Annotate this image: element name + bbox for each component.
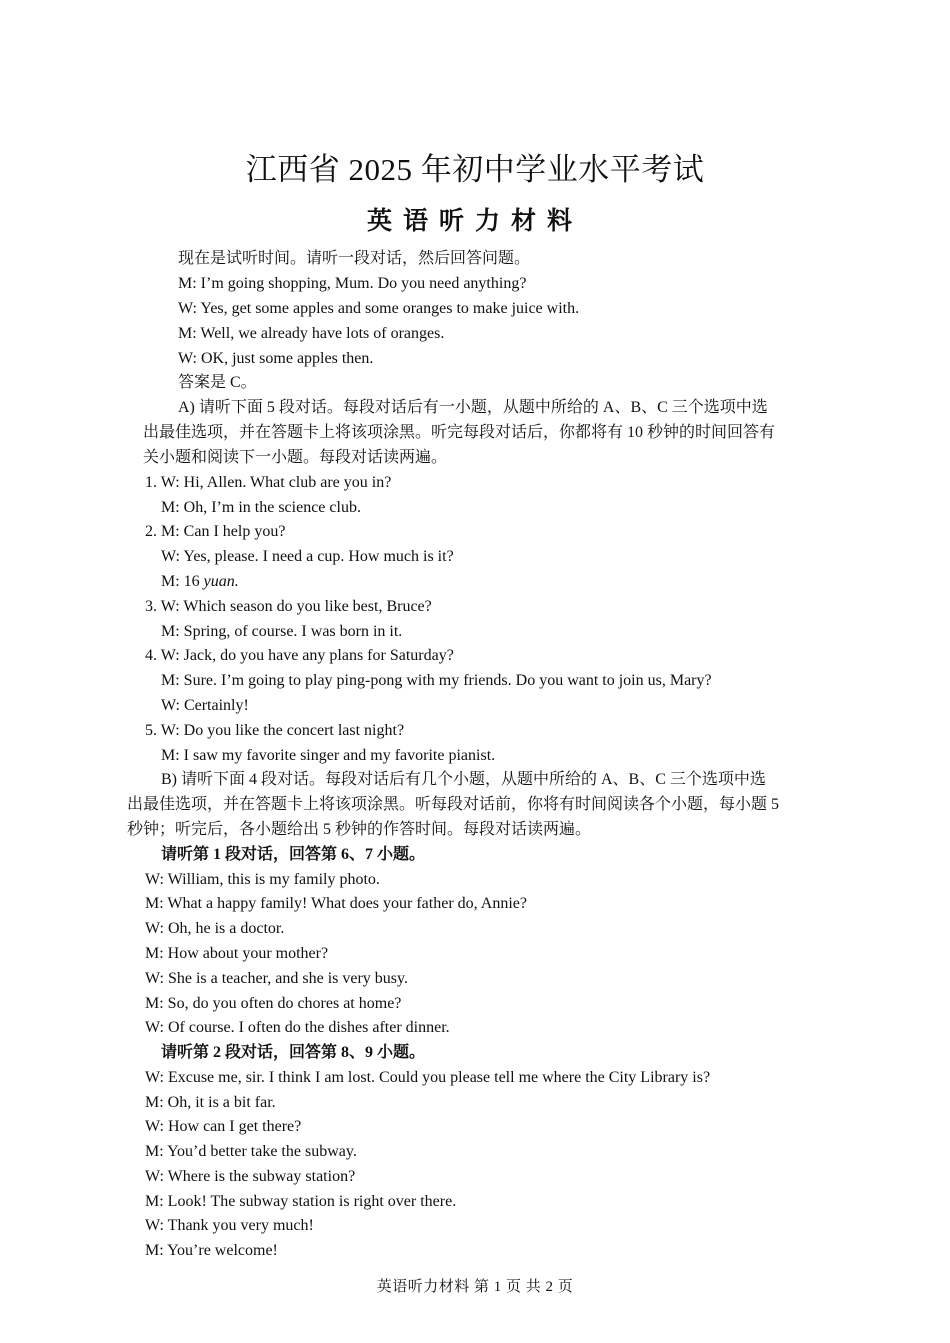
dialogue-line: W: Certainly! xyxy=(161,697,249,714)
dialogue-line: M: Oh, I’m in the science club. xyxy=(161,499,361,516)
dialogue-line: M: Spring, of course. I was born in it. xyxy=(161,623,403,640)
trial-line: W: Yes, get some apples and some oranges to make juice with. xyxy=(178,300,580,317)
dialogue-line: W: Thank you very much! xyxy=(145,1217,314,1234)
dialogue-line: M: What a happy family! What does your father do, Annie? xyxy=(145,895,527,912)
dialogue-line: W: William, this is my family photo. xyxy=(145,871,380,888)
dialogue-line: 5. W: Do you like the concert last night? xyxy=(145,722,405,739)
dialogue-line: M: Sure. I’m going to play ping-pong with my friends. Do you want to join us, Mary? xyxy=(161,672,712,689)
dialogue-line: M: So, do you often do chores at home? xyxy=(145,995,402,1012)
dialogue-line: 3. W: Which season do you like best, Bruce? xyxy=(145,598,432,615)
dialogue-line: W: Oh, he is a doctor. xyxy=(145,920,285,937)
dialogue-line: W: Where is the subway station? xyxy=(145,1168,356,1185)
trial-line: M: Well, we already have lots of oranges. xyxy=(178,325,445,342)
dialogue-line: M: Oh, it is a bit far. xyxy=(145,1094,276,1111)
section-b-instruction: 出最佳选项，并在答题卡上将该项涂黑。听每段对话前，你将有时间阅读各个小题，每小题 5 xyxy=(127,796,780,813)
dialogue-line: M: Look! The subway station is right over there. xyxy=(145,1193,457,1210)
dialogue-line: 4. W: Jack, do you have any plans for Saturday? xyxy=(145,647,454,664)
currency-unit: yuan. xyxy=(203,573,239,590)
section-a-instruction: 出最佳选项，并在答题卡上将该项涂黑。听完每段对话后，你都将有 10 秒钟的时间回答有 xyxy=(143,424,776,441)
dialogue-line: W: How can I get there? xyxy=(145,1118,302,1135)
page-footer: 英语听力材料 第 1 页 共 2 页 xyxy=(376,1279,574,1295)
section-a-instruction: A) 请听下面 5 段对话。每段对话后有一小题，从题中所给的 A、B、C 三个选项中选 xyxy=(178,399,768,416)
section-b-instruction: B) 请听下面 4 段对话。每段对话后有几个小题，从题中所给的 A、B、C 三个选项中选 xyxy=(161,771,766,788)
dialogue-line: W: Excuse me, sir. I think I am lost. Could you please tell me where the City Library is? xyxy=(145,1069,711,1086)
trial-line: M: I’m going shopping, Mum. Do you need anything? xyxy=(178,275,527,292)
price-text: M: 16 xyxy=(161,573,204,590)
dialogue-line: M: How about your mother? xyxy=(145,945,329,962)
dialogue-line: M: I saw my favorite singer and my favorite pianist. xyxy=(161,747,496,764)
section-a-instruction: 关小题和阅读下一小题。每段对话读两遍。 xyxy=(143,449,448,466)
section-b-instruction: 秒钟；听完后，各小题给出 5 秒钟的作答时间。每段对话读两遍。 xyxy=(127,821,592,838)
dialogue-line xyxy=(161,570,239,594)
dialogue-line: 1. W: Hi, Allen. What club are you in? xyxy=(145,474,392,491)
trial-intro: 现在是试听时间。请听一段对话，然后回答问题。 xyxy=(178,250,531,267)
dialogue-line: 2. M: Can I help you? xyxy=(145,523,286,540)
dialogue-heading: 请听第 1 段对话，回答第 6、7 小题。 xyxy=(161,846,426,863)
dialogue-line: W: Of course. I often do the dishes after dinner. xyxy=(145,1019,450,1036)
trial-line: W: OK, just some apples then. xyxy=(178,350,374,367)
trial-answer: 答案是 C。 xyxy=(178,374,257,391)
dialogue-line: W: Yes, please. I need a cup. How much is it? xyxy=(161,548,454,565)
dialogue-heading: 请听第 2 段对话，回答第 8、9 小题。 xyxy=(161,1044,426,1061)
dialogue-line: M: You’d better take the subway. xyxy=(145,1143,357,1160)
page-title: 江西省 2025 年初中学业水平考试 xyxy=(245,152,705,187)
dialogue-line: M: You’re welcome! xyxy=(145,1242,278,1259)
page-subtitle: 英语听力材料 xyxy=(366,206,583,235)
dialogue-line: W: She is a teacher, and she is very busy. xyxy=(145,970,408,987)
